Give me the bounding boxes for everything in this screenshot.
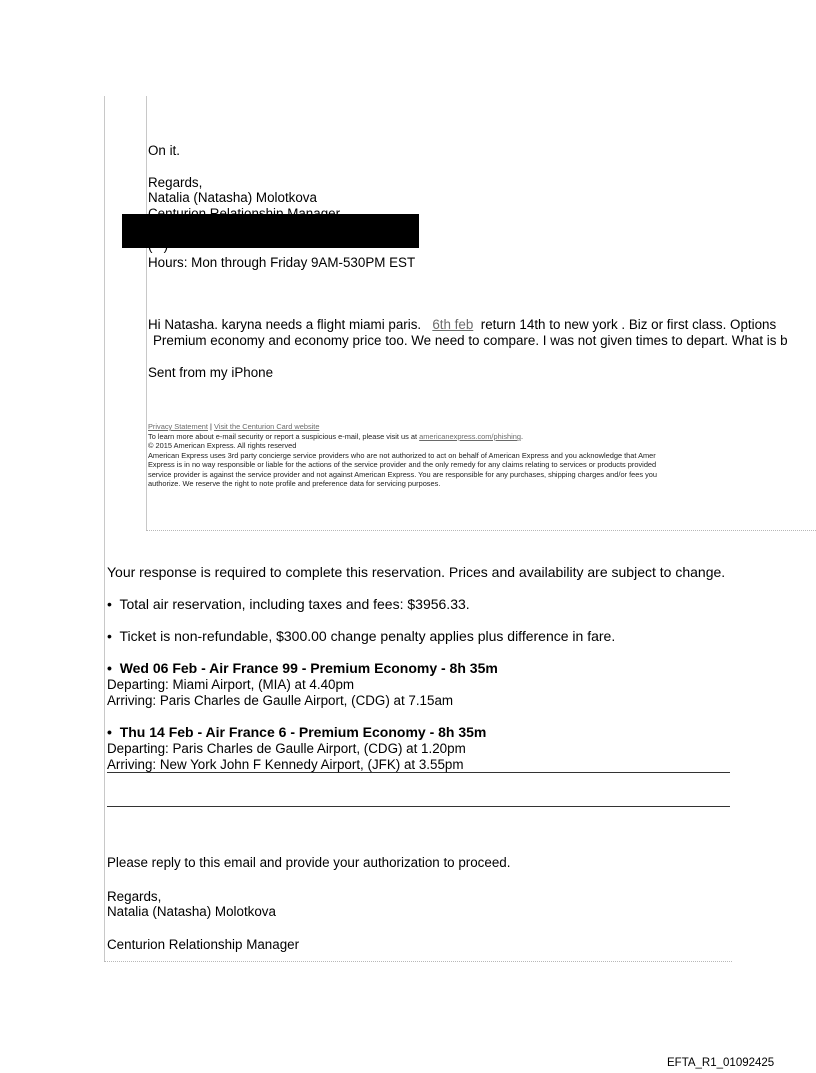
quoted-regards: Regards, <box>148 175 203 190</box>
regards: Regards, <box>107 889 162 904</box>
signature-title: Centurion Relationship Manager <box>107 937 300 952</box>
flight-1-arriving: Arriving: Paris Charles de Gaulle Airport, (CDG) at 7.15am <box>107 693 454 708</box>
disclaimer-line-1: American Express uses 3rd party concierge service providers who are not authorized to act on behalf of American Express and you acknowledge that Amer <box>148 451 656 460</box>
outer-left-border <box>104 96 105 962</box>
divider-2 <box>107 806 730 807</box>
total-line <box>107 596 470 612</box>
document-id: EFTA_R1_01092425 <box>667 1057 775 1069</box>
ticket-text: Ticket is non-refundable, $300.00 change penalty applies plus difference in fare. <box>119 628 616 644</box>
total-text: Total air reservation, including taxes and fees: $3956.33. <box>119 596 470 612</box>
bullet: • <box>107 596 112 612</box>
disclaimer-line-3: service provider is against the service provider and not against American Express. You are responsible for any purchases, shipping charges and/or fees you <box>148 470 658 479</box>
flight-1-departing: Departing: Miami Airport, (MIA) at 4.40pm <box>107 677 355 692</box>
security-text: To learn more about e-mail security or report a suspicious e-mail, please visit us at <box>148 432 418 441</box>
redaction-bar <box>122 214 419 248</box>
security-notice <box>148 432 523 441</box>
request-text-b: return 14th to new york . Biz or first class. Options <box>480 317 777 332</box>
bullet: • <box>107 724 112 740</box>
quote-left-border <box>146 96 147 530</box>
bullet: • <box>107 628 112 644</box>
authorization-prompt: Please reply to this email and provide your authorization to proceed. <box>107 855 511 870</box>
quote-bottom-border <box>146 530 816 531</box>
disclaimer-line-4: authorize. We reserve the right to note profile and preference data for servicing purposes. <box>148 479 441 488</box>
phishing-link[interactable]: americanexpress.com/phishing <box>419 432 521 441</box>
security-end: . <box>521 432 524 441</box>
disclaimer-line-2: Express is in no way responsible or liable for the actions of the service provider and the only remedy for any claims relating to services or products provided <box>148 460 657 469</box>
flight-2-heading <box>107 724 486 740</box>
reservation-intro: Your response is required to complete this reservation. Prices and availability are subject to change. <box>107 564 726 580</box>
bullet: • <box>107 660 112 676</box>
quoted-footer-links <box>148 422 319 431</box>
centurion-website-link[interactable]: Visit the Centurion Card website <box>214 422 320 431</box>
quoted-hours: Hours: Mon through Friday 9AM-530PM EST <box>148 255 416 270</box>
quoted-signature-name: Natalia (Natasha) Molotkova <box>148 190 317 205</box>
date-link-6th-feb[interactable]: 6th feb <box>432 317 474 332</box>
flight-2-arriving: Arriving: New York John F Kennedy Airport, (JFK) at 3.55pm <box>107 757 464 772</box>
request-line-1 <box>148 317 776 333</box>
request-line-2: Premium economy and economy price too. We need to compare. I was not given times to depart. What is b <box>153 333 788 348</box>
flight-2-departing: Departing: Paris Charles de Gaulle Airport, (CDG) at 1.20pm <box>107 741 466 756</box>
link-separator: | <box>210 422 212 431</box>
copyright-notice: © 2015 American Express. All rights reserved <box>148 441 297 450</box>
outer-bottom-border <box>104 961 732 962</box>
flight-2-heading-text: Thu 14 Feb - Air France 6 - Premium Economy - 8h 35m <box>119 724 487 740</box>
quoted-reply: On it. <box>148 143 180 158</box>
sent-from-iphone: Sent from my iPhone <box>148 365 274 380</box>
divider-1 <box>107 772 730 773</box>
flight-1-heading-text: Wed 06 Feb - Air France 99 - Premium Economy - 8h 35m <box>119 660 498 676</box>
signature-name: Natalia (Natasha) Molotkova <box>107 904 276 919</box>
privacy-statement-link[interactable]: Privacy Statement <box>148 422 208 431</box>
flight-1-heading <box>107 660 498 676</box>
ticket-line <box>107 628 615 644</box>
request-text-a: Hi Natasha. karyna needs a flight miami paris. <box>148 317 422 332</box>
